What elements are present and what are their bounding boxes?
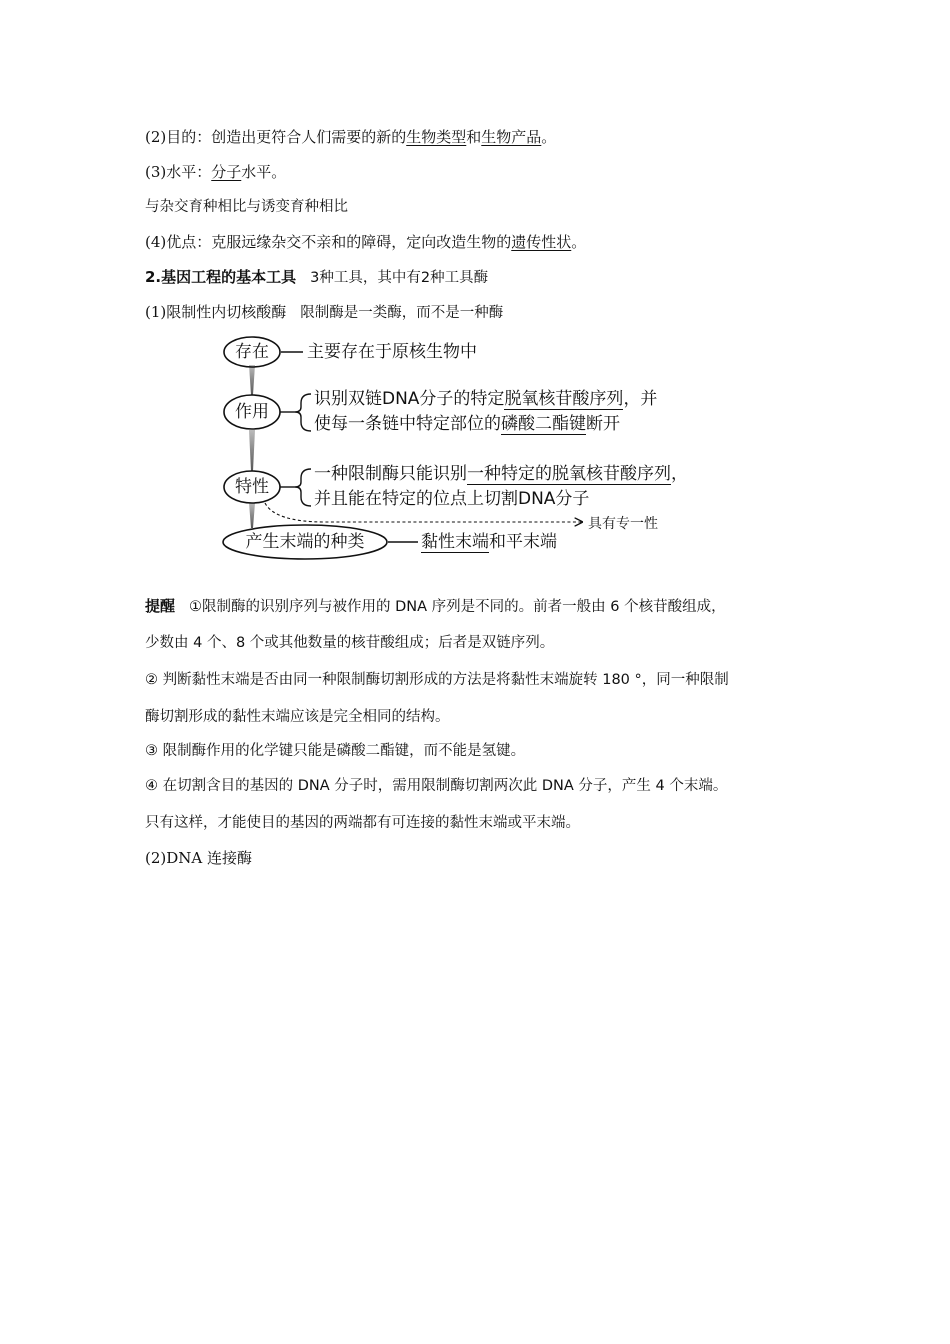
oval-exist-label: 存在	[235, 342, 269, 362]
restriction-enzyme-diagram	[215, 333, 735, 568]
function-line-1	[314, 388, 657, 410]
specificity-note: 具有专一性	[588, 516, 658, 532]
reminder-text-1a: ①限制酶的识别序列与被作用的 DNA 序列是不同的。前者一般由 6 个核苷酸组成，	[189, 599, 726, 615]
reminder-line-3: ② 判断黏性末端是否由同一种限制酶切割形成的方法是将黏性末端旋转 180 °，同一种限制	[145, 672, 729, 688]
property-line-1	[314, 463, 688, 485]
brace-function	[295, 394, 311, 431]
function-end-1: ，并	[623, 389, 658, 409]
end-types-underline: 黏性末端	[421, 532, 489, 552]
purpose-line	[145, 127, 556, 147]
oval-end-types-label: 产生末端的种类	[245, 532, 365, 552]
advantage-line	[145, 232, 586, 252]
advantage-text: (4)优点：克服远缘杂交不亲和的障碍，定向改造生物的	[145, 233, 512, 251]
brace-property	[295, 469, 311, 506]
advantage-underline: 遗传性状	[511, 233, 572, 251]
purpose-text: (2)目的：创造出更符合人们需要的新的	[145, 128, 407, 146]
reminder-label: 提醒	[145, 597, 176, 615]
level-end: 水平。	[241, 163, 287, 181]
purpose-underline-2: 生物产品	[481, 128, 542, 146]
connector-2	[249, 430, 255, 471]
comparison-note: 与杂交育种相比与诱变育种相比	[145, 199, 348, 215]
level-underline: 分子	[211, 163, 242, 181]
enzyme-title: (1)限制性内切核酸酶	[145, 303, 287, 321]
property-line-2: 并且能在特定的位点上切割DNA分子	[314, 489, 590, 509]
exist-text: 主要存在于原核生物中	[307, 342, 477, 362]
section-heading	[145, 267, 488, 288]
enzyme-heading	[145, 302, 503, 323]
reminder-line-6: ④ 在切割含目的基因的 DNA 分子时，需用限制酶切割两次此 DNA 分子，产生 4 个末端。	[145, 778, 728, 794]
oval-property-label: 特性	[235, 477, 269, 497]
function-text-2: 使每一条链中特定部位的	[314, 414, 501, 434]
property-underline: 一种特定的脱氧核苷酸序列	[467, 464, 671, 484]
property-text-1: 一种限制酶只能识别	[314, 464, 467, 484]
reminder-line-4: 酶切割形成的黏性末端应该是完全相同的结构。	[145, 709, 450, 725]
purpose-end: 。	[541, 128, 557, 146]
reminder-line-2: 少数由 4 个、8 个或其他数量的核苷酸组成；后者是双链序列。	[145, 635, 555, 651]
reminder-line-1	[145, 596, 726, 617]
function-end-2: 断开	[586, 414, 620, 434]
function-text-1: 识别双链DNA分子的特定	[314, 389, 505, 409]
advantage-end: 。	[571, 233, 587, 251]
property-end-1: ，	[671, 464, 688, 484]
function-underline-1: 脱氧核苷酸序列	[504, 389, 624, 409]
level-line	[145, 162, 286, 182]
function-line-2	[314, 413, 620, 435]
connector-3	[249, 503, 255, 528]
section-note: 3种工具，其中有2种工具酶	[310, 270, 489, 286]
reminder-line-7: 只有这样，才能使目的基因的两端都有可连接的黏性末端或平末端。	[145, 815, 580, 831]
end-types-text	[421, 531, 557, 553]
section-title: 2.基因工程的基本工具	[145, 268, 297, 286]
oval-function-label: 作用	[235, 402, 269, 422]
dna-ligase-heading: (2)DNA 连接酶	[145, 849, 252, 867]
enzyme-note: 限制酶是一类酶，而不是一种酶	[300, 305, 504, 321]
level-text: (3)水平：	[145, 163, 212, 181]
function-underline-2: 磷酸二酯键	[501, 414, 586, 434]
reminder-line-5: ③ 限制酶作用的化学键只能是磷酸二酯键，而不能是氢键。	[145, 743, 526, 759]
purpose-and: 和	[466, 128, 482, 146]
end-types-rest: 和平末端	[489, 532, 557, 552]
connector-1	[249, 365, 255, 395]
purpose-underline-1: 生物类型	[406, 128, 467, 146]
